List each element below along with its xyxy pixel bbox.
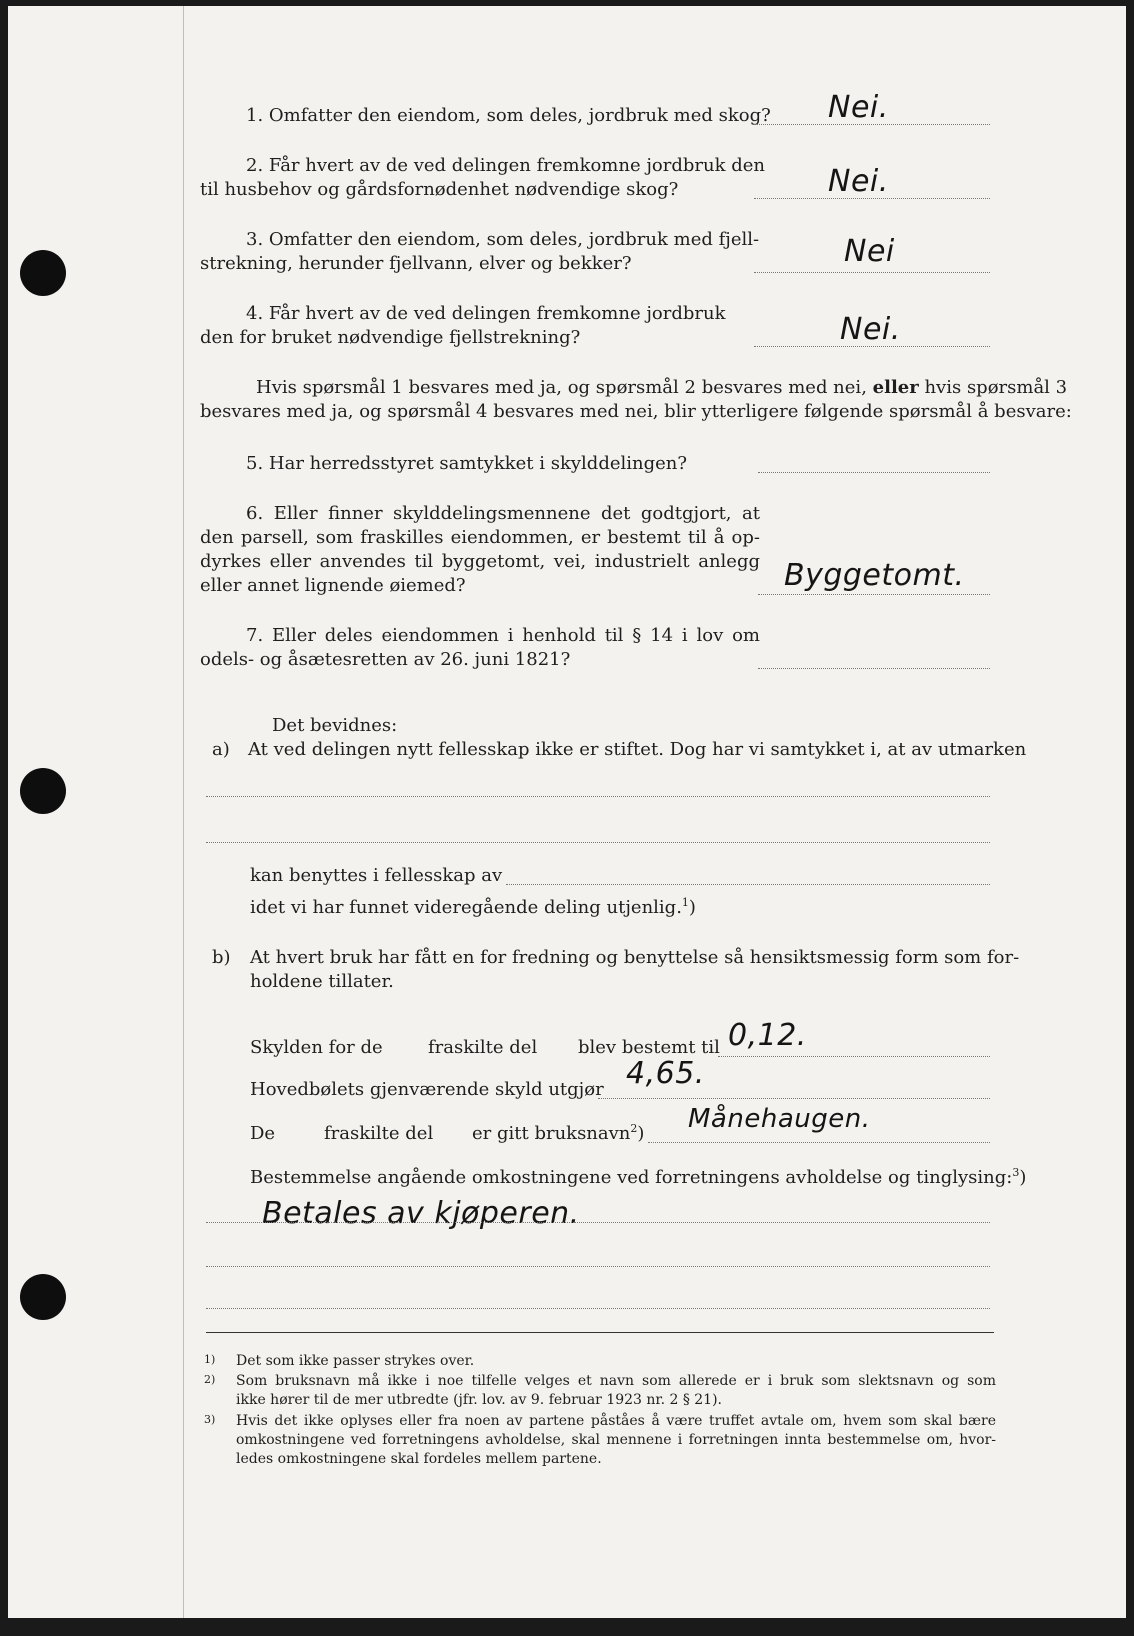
question-3-line-1: 3. Omfatter den eiendom, som deles, jordbruk med fjell- bbox=[246, 229, 760, 250]
hovedbol-value: 4,65. bbox=[626, 1056, 705, 1091]
question-6-line-1: 6. Eller finner skylddelingsmennene det godtgjort, at bbox=[246, 503, 760, 524]
omkostning-value: Betales av kjøperen. bbox=[262, 1196, 580, 1231]
answer-3: Nei bbox=[844, 234, 895, 269]
answer-line-7 bbox=[758, 668, 990, 669]
answer-1: Nei. bbox=[828, 90, 889, 125]
skylden-label-2: fraskilte del bbox=[428, 1037, 538, 1058]
question-2-line-1: 2. Får hvert av de ved delingen fremkomne jordbruk den bbox=[246, 155, 766, 176]
further-division-text: idet vi har funnet videregående deling utjenlig.$^1$) bbox=[250, 896, 696, 918]
punch-hole bbox=[20, 250, 66, 296]
punch-hole bbox=[20, 768, 66, 814]
answer-line-6 bbox=[758, 594, 990, 595]
attest-b-line-2: holdene tillater. bbox=[250, 971, 394, 992]
footnote-rule bbox=[206, 1332, 994, 1333]
punch-hole bbox=[20, 1274, 66, 1320]
answer-line-5 bbox=[758, 472, 990, 473]
hovedbol-line bbox=[598, 1098, 990, 1099]
question-3-line-2: strekning, herunder fjellvann, elver og bekker? bbox=[200, 253, 632, 274]
fill-line bbox=[206, 1222, 990, 1223]
document-page: 1. Omfatter den eiendom, som deles, jordbruk med skog? Nei. 2. Får hvert av de ved delingen fremkomne jordbruk den til husbehov og gårdsfornødenhet nødvendige skog? Nei. 3. Omfatter den eiendom, som deles, jordbruk med fjell- strekning, herunder fjellvann, elver og bekker? Nei 4. Får hvert av de ved delingen fremkomne jordbruk den for bruket nødvendige fjellstrekning? Nei. Hvis spørsmål 1 besvares med ja, og spørsmål 2 besvares med nei, eller hvis spørsmål 3 besvares med ja, og spørsmål 4 besvares med nei, blir ytterligere følgende spørsmål å besvare: 5. Har herredsstyret samtykket i skylddelingen? 6. Eller finner skylddelingsmennene det godtgjort, at den parsell, som fraskilles eiendommen, er bestemt til å op- dyrkes eller anvendes til byggetomt, vei, industrielt anlegg eller annet lignende øiemed? Byggetomt. 7. Eller deles eiendommen i henhold til § 14 i lov om odels- og åsætesretten av 26. juni 1821? Det bevidnes: a) At ved delingen nytt fellesskap ikke er stiftet. Dog har vi samtykket i, at av utmarken kan benyttes i fellesskap av idet vi har funnet videregående deling utjenlig.$^1$) b) At hvert bruk har fått en for fredning og benyttelse så hensiktsmessig form som for- holdene tillater. Skylden for de fraskilte del blev bestemt til 0,12. Hovedbølets gjenværende skyld utgjør 4,65. De fraskilte del er gitt bruksnavn$^2$) Månehaugen. Bestemmelse angående omkostningene ved forretningens avholdelse og tinglysing:$^3$) Betales av kjøperen. 1) Det som ikke passer strykes over. 2) Som bruksnavn må ikke i noe tilfelle velges et navn som allerede er i bruk som slektsnavn og som ikke hører til de mer utbredte (jfr. lov. av 9. februar 1923 nr. 2 § 21). 3) Hvis det ikke oplyses eller fra noen av partene påståes å være truffet avtale om, hvem som skal bære omkostningene ved forretningens avholdelse, skal mennene i forretningen innta bestemmelse om, hvor- ledes omkostningene skal fordeles mellem partene. bbox=[8, 6, 1126, 1618]
answer-6: Byggetomt. bbox=[784, 558, 965, 593]
question-6-line-2: den parsell, som fraskilles eiendommen, er bestemt til å op- bbox=[200, 527, 760, 548]
attest-b-line-1: At hvert bruk har fått en for fredning og benyttelse så hensiktsmessig form som for- bbox=[250, 947, 1020, 968]
skylden-label-1: Skylden for de bbox=[250, 1037, 383, 1058]
skylden-value: 0,12. bbox=[728, 1018, 807, 1053]
omkostning-label: Bestemmelse angående omkostningene ved forretningens avholdelse og tinglysing:$^3$) bbox=[250, 1166, 1027, 1188]
question-6-line-4: eller annet lignende øiemed? bbox=[200, 575, 466, 596]
bruksnavn-label-2: fraskilte del bbox=[324, 1123, 434, 1144]
question-7-line-2: odels- og åsætesretten av 26. juni 1821? bbox=[200, 649, 571, 670]
question-4-line-2: den for bruket nødvendige fjellstrekning? bbox=[200, 327, 581, 348]
hovedbol-label: Hovedbølets gjenværende skyld utgjør bbox=[250, 1079, 604, 1100]
question-1: 1. Omfatter den eiendom, som deles, jordbruk med skog? bbox=[246, 105, 771, 126]
bruksnavn-value: Månehaugen. bbox=[688, 1104, 871, 1134]
fill-line bbox=[206, 1308, 990, 1309]
bruksnavn-label-3: er gitt bruksnavn$^2$) bbox=[472, 1122, 645, 1144]
attest-a-text: At ved delingen nytt fellesskap ikke er stiftet. Dog har vi samtykket i, at av utmarken bbox=[248, 739, 1027, 760]
skylden-line bbox=[718, 1056, 990, 1057]
instruction-line-2: besvares med ja, og spørsmål 4 besvares med nei, blir ytterligere følgende spørsmål å besvare: bbox=[200, 401, 1072, 422]
fill-line bbox=[206, 1266, 990, 1267]
answer-2: Nei. bbox=[828, 164, 889, 199]
common-use-label: kan benyttes i fellesskap av bbox=[250, 865, 503, 886]
question-5: 5. Har herredsstyret samtykket i skylddelingen? bbox=[246, 453, 688, 474]
question-7-line-1: 7. Eller deles eiendommen i henhold til § 14 i lov om bbox=[246, 625, 760, 646]
bruksnavn-line bbox=[648, 1142, 990, 1143]
instruction-line-1: Hvis spørsmål 1 besvares med ja, og spørsmål 2 besvares med nei, eller hvis spørsmål 3 bbox=[256, 377, 1068, 398]
margin-rule bbox=[183, 6, 184, 1618]
attest-b-label: b) bbox=[212, 947, 231, 968]
attest-a-label: a) bbox=[212, 739, 230, 760]
common-use-line bbox=[506, 884, 990, 885]
fill-line bbox=[206, 842, 990, 843]
skylden-label-3: blev bestemt til bbox=[578, 1037, 720, 1058]
question-4-line-1: 4. Får hvert av de ved delingen fremkomne jordbruk bbox=[246, 303, 726, 324]
answer-4: Nei. bbox=[840, 312, 901, 347]
answer-line-3 bbox=[754, 272, 990, 273]
bruksnavn-label-1: De bbox=[250, 1123, 276, 1144]
attest-heading: Det bevidnes: bbox=[272, 715, 398, 736]
question-6-line-3: dyrkes eller anvendes til byggetomt, vei, industrielt anlegg bbox=[200, 551, 760, 572]
fill-line bbox=[206, 796, 990, 797]
question-2-line-2: til husbehov og gårdsfornødenhet nødvendige skog? bbox=[200, 179, 679, 200]
